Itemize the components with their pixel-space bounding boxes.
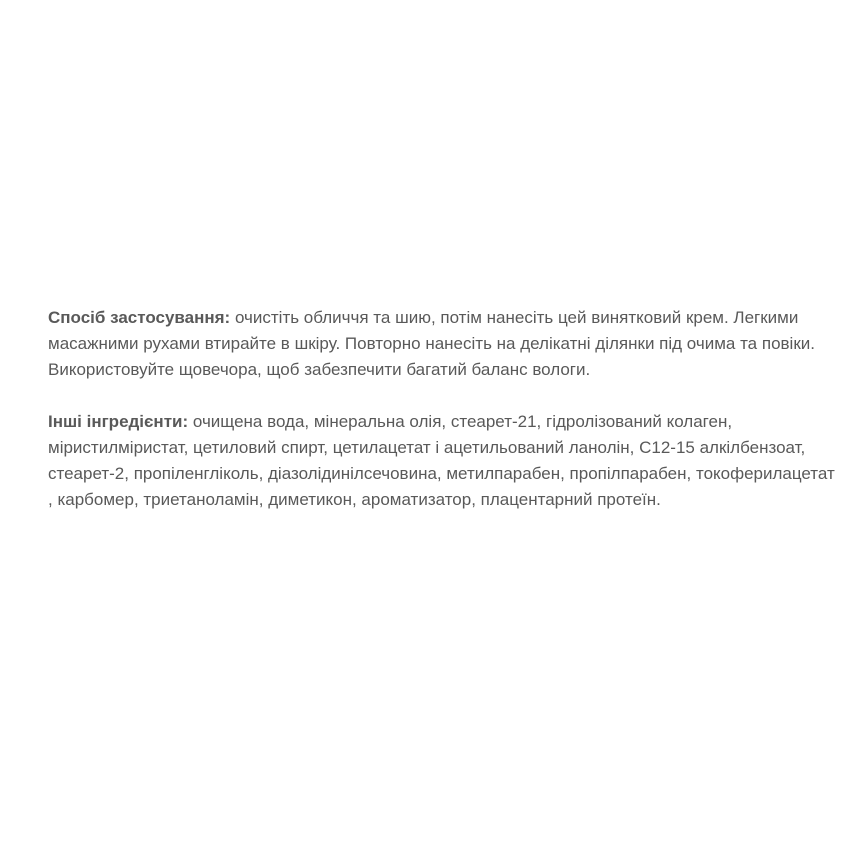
- usage-label: Спосіб застосування:: [48, 308, 231, 327]
- ingredients-text: очищена вода, мінеральна олія, стеарет-21, гідролізований колаген, міристилміристат, цетиловий спирт, цетилацетат і ацетильований ланолін, С12-15 алкілбензоат, стеарет-2, пропіленгліколь, діазолідинілсечовина, метилпарабен, пропілпарабен, токоферилацетат , карбомер, триетаноламін, диметикон, ароматизатор, плацентарний протеїн.: [48, 412, 835, 509]
- ingredients-paragraph: [48, 409, 838, 513]
- usage-paragraph: [48, 305, 838, 383]
- ingredients-label: Інші інгредієнти:: [48, 412, 189, 431]
- product-description: [48, 305, 838, 513]
- usage-text: очистіть обличчя та шию, потім нанесіть цей винятковий крем. Легкими масажними рухами втирайте в шкіру. Повторно нанесіть на делікатні ділянки під очима та повіки. Використовуйте щовечора, щоб забезпечити багатий баланс вологи.: [48, 308, 815, 379]
